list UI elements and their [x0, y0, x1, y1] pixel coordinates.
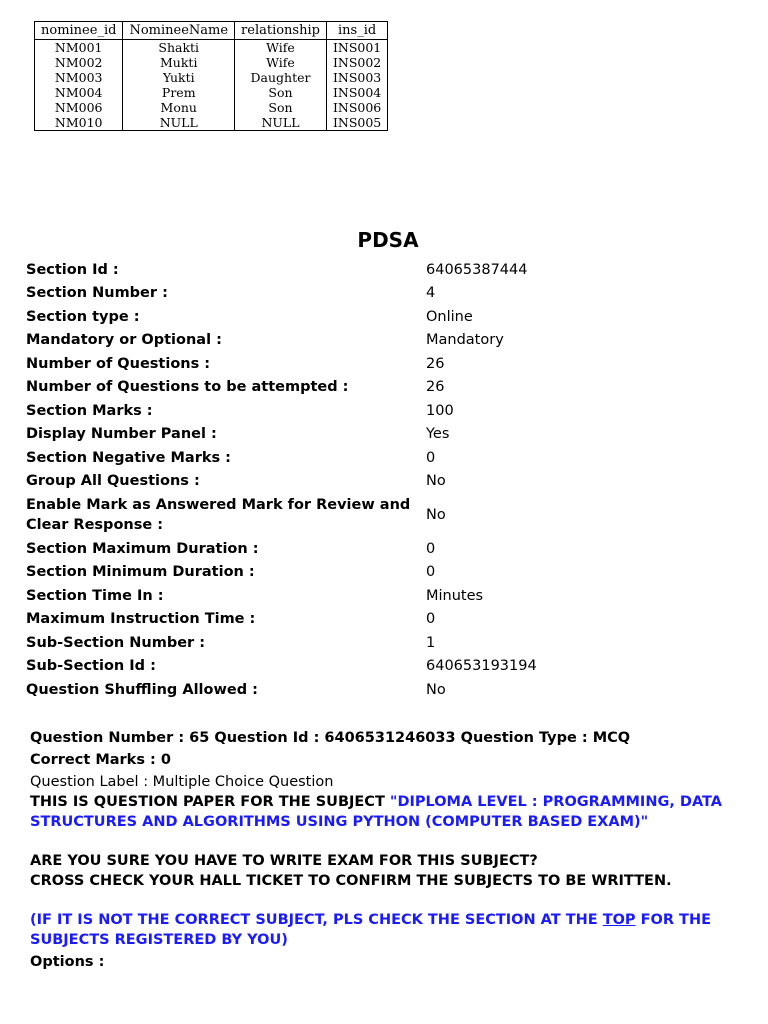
- info-label: Enable Mark as Answered Mark for Review and Clear Response :: [26, 497, 411, 533]
- table-cell: Mukti: [123, 55, 235, 70]
- info-value: Yes: [426, 426, 450, 443]
- table-cell: Daughter: [235, 70, 327, 85]
- info-value: No: [426, 681, 446, 698]
- info-row: [26, 561, 746, 585]
- section-title: PDSA: [357, 228, 419, 252]
- column-header-nominee-name: NomineeName: [123, 22, 235, 40]
- info-row: [26, 352, 746, 376]
- subject-prefix: THIS IS QUESTION PAPER FOR THE SUBJECT: [30, 794, 390, 810]
- options-label: Options :: [30, 954, 105, 970]
- table-cell: NULL: [123, 115, 235, 131]
- table-cell: INS001: [326, 40, 387, 56]
- info-label: Question Shuffling Allowed :: [26, 681, 258, 698]
- info-value: 640653193194: [426, 658, 537, 675]
- table-cell: INS003: [326, 70, 387, 85]
- info-label: Sub-Section Number :: [26, 634, 206, 651]
- info-value: Minutes: [426, 587, 484, 604]
- info-label: Maximum Instruction Time :: [26, 611, 256, 628]
- subject-name: "DIPLOMA LEVEL : PROGRAMMING, DATA STRUCTURES AND ALGORITHMS USING PYTHON (COMPUTER BASED EXAM)": [30, 794, 723, 830]
- info-label: Section Negative Marks :: [26, 449, 231, 466]
- confirm-line-1: ARE YOU SURE YOU HAVE TO WRITE EXAM FOR THIS SUBJECT?: [30, 853, 538, 869]
- info-label: Number of Questions to be attempted :: [26, 379, 349, 396]
- table-cell: INS005: [326, 115, 387, 131]
- info-value: Online: [426, 308, 473, 325]
- table-cell: Prem: [123, 85, 235, 100]
- info-row: [26, 537, 746, 561]
- table-cell: NM001: [35, 40, 123, 56]
- info-value: No: [426, 507, 446, 523]
- info-label: Section Id :: [26, 261, 119, 278]
- correct-marks: Correct Marks : 0: [30, 752, 171, 768]
- table-cell: NM006: [35, 100, 123, 115]
- info-label: Section Minimum Duration :: [26, 564, 255, 581]
- table-cell: INS002: [326, 55, 387, 70]
- info-row: [26, 470, 746, 494]
- table-row: [35, 70, 388, 85]
- info-row: [26, 678, 746, 702]
- info-label: Display Number Panel :: [26, 426, 217, 443]
- table-cell: Shakti: [123, 40, 235, 56]
- table-cell: Wife: [235, 55, 327, 70]
- info-value: 1: [426, 634, 436, 651]
- table-cell: NM002: [35, 55, 123, 70]
- info-row: [26, 258, 746, 282]
- info-value: 26: [426, 379, 445, 396]
- info-label: Group All Questions :: [26, 473, 200, 490]
- subject-statement: [30, 792, 745, 832]
- column-header-relationship: relationship: [235, 22, 327, 40]
- info-row: [26, 584, 746, 608]
- info-row: [26, 399, 746, 423]
- subject-check-note: [30, 910, 745, 950]
- table-cell: NM010: [35, 115, 123, 131]
- table-row: [35, 40, 388, 56]
- info-row: [26, 631, 746, 655]
- section-info-table: [26, 258, 746, 702]
- info-label: Mandatory or Optional :: [26, 332, 222, 349]
- column-header-ins-id: ins_id: [326, 22, 387, 40]
- info-row: [26, 282, 746, 306]
- top-link[interactable]: TOP: [602, 912, 636, 928]
- nominee-table: [34, 21, 388, 131]
- confirm-line-2: CROSS CHECK YOUR HALL TICKET TO CONFIRM THE SUBJECTS TO BE WRITTEN.: [30, 873, 672, 889]
- info-value: 4: [426, 285, 436, 302]
- note-suffix: FOR THE SUBJECTS REGISTERED BY YOU): [30, 912, 711, 948]
- table-row: [35, 55, 388, 70]
- info-value: 0: [426, 540, 436, 557]
- table-cell: Yukti: [123, 70, 235, 85]
- table-cell: NM004: [35, 85, 123, 100]
- table-cell: NULL: [235, 115, 327, 131]
- table-cell: Son: [235, 100, 327, 115]
- info-label: Section Number :: [26, 285, 168, 302]
- info-row: [26, 305, 746, 329]
- info-value: Mandatory: [426, 332, 504, 349]
- info-row: [26, 608, 746, 632]
- table-row: [35, 115, 388, 131]
- info-value: 64065387444: [426, 261, 528, 278]
- question-block: [30, 728, 745, 972]
- info-label: Section Marks :: [26, 402, 153, 419]
- table-cell: INS006: [326, 100, 387, 115]
- table-row: [35, 85, 388, 100]
- info-label: Section type :: [26, 308, 140, 325]
- info-value: 0: [426, 564, 436, 581]
- info-label: Sub-Section Id :: [26, 658, 156, 675]
- question-label: Question Label : Multiple Choice Question: [30, 774, 334, 790]
- question-header: Question Number : 65 Question Id : 6406531246033 Question Type : MCQ: [30, 730, 631, 746]
- info-row: [26, 655, 746, 679]
- table-cell: Monu: [123, 100, 235, 115]
- info-label: Section Time In :: [26, 587, 164, 604]
- info-label: Number of Questions :: [26, 355, 211, 372]
- info-row: [26, 493, 746, 537]
- table-cell: Son: [235, 85, 327, 100]
- info-value: 100: [426, 402, 454, 419]
- table-cell: Wife: [235, 40, 327, 56]
- info-row: [26, 446, 746, 470]
- info-label: Section Maximum Duration :: [26, 540, 259, 557]
- table-cell: INS004: [326, 85, 387, 100]
- info-row: [26, 423, 746, 447]
- nominee-table-header-row: [35, 22, 388, 40]
- info-value: 0: [426, 611, 436, 628]
- info-value: 0: [426, 449, 436, 466]
- info-value: No: [426, 473, 446, 490]
- info-row: [26, 376, 746, 400]
- table-cell: NM003: [35, 70, 123, 85]
- table-row: [35, 100, 388, 115]
- column-header-nominee-id: nominee_id: [35, 22, 123, 40]
- note-prefix: (IF IT IS NOT THE CORRECT SUBJECT, PLS CHECK THE SECTION AT THE: [30, 912, 603, 928]
- info-row: [26, 329, 746, 353]
- info-value: 26: [426, 355, 445, 372]
